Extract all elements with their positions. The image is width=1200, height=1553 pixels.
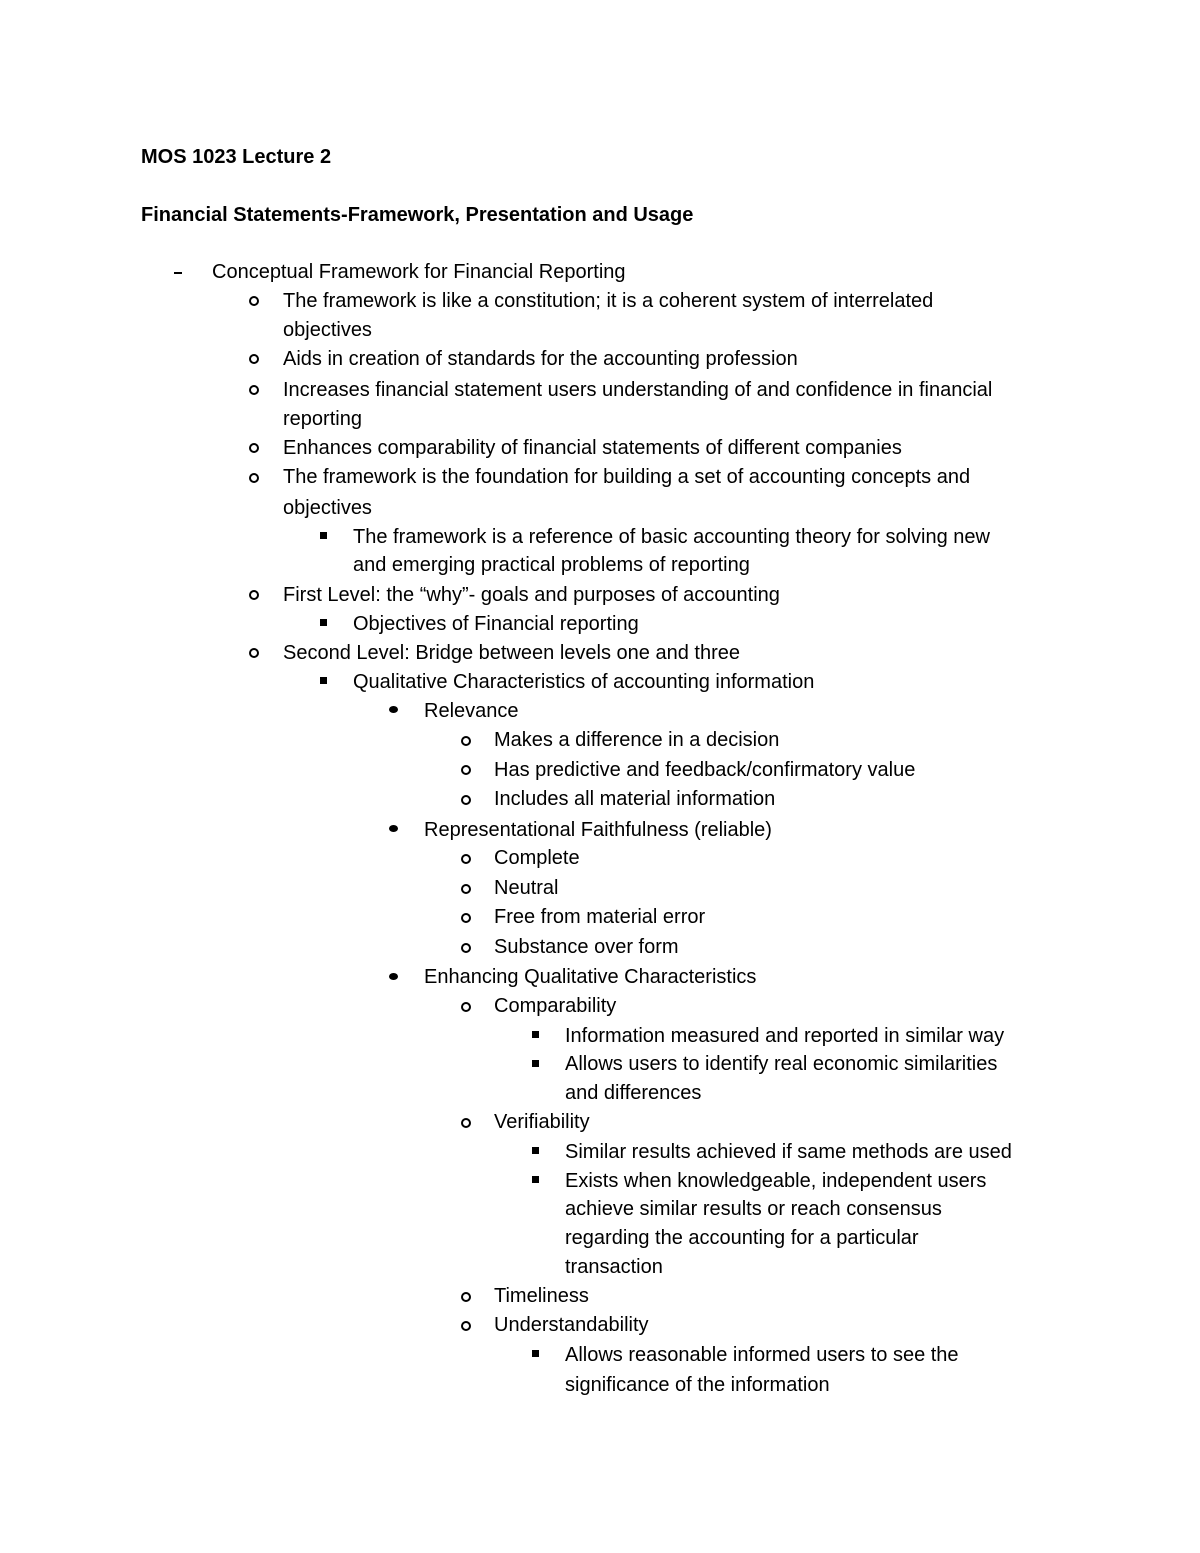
square-bullet — [320, 619, 327, 626]
outline-item: Increases financial statement users understanding of and confidence in financial — [283, 379, 993, 401]
circle-bullet — [461, 795, 471, 805]
circle-bullet — [461, 943, 471, 953]
outline-item: Neutral — [494, 877, 559, 899]
disc-bullet — [389, 973, 398, 980]
circle-bullet — [461, 913, 471, 923]
circle-bullet — [249, 473, 259, 483]
outline-item: and emerging practical problems of reporting — [353, 554, 750, 576]
circle-bullet — [249, 354, 259, 364]
disc-bullet — [389, 825, 398, 832]
outline-item: Relevance — [424, 700, 519, 722]
outline-item: regarding the accounting for a particular — [565, 1227, 919, 1249]
square-bullet — [532, 1350, 539, 1357]
circle-bullet — [249, 648, 259, 658]
outline-item: The framework is like a constitution; it is a coherent system of interrelated — [283, 290, 934, 312]
square-bullet — [532, 1060, 539, 1067]
outline-item: The framework is a reference of basic accounting theory for solving new — [353, 526, 990, 548]
outline-item: reporting — [283, 408, 362, 430]
document-title: MOS 1023 Lecture 2 — [141, 146, 332, 168]
outline-item: Understandability — [494, 1314, 649, 1336]
outline-item: Timeliness — [494, 1285, 589, 1307]
outline-item: Similar results achieved if same methods are used — [565, 1141, 1012, 1163]
outline-item: Comparability — [494, 995, 617, 1017]
circle-bullet — [249, 385, 259, 395]
circle-bullet — [461, 736, 471, 746]
outline-item: Representational Faithfulness (reliable) — [424, 819, 772, 841]
outline-item: Objectives of Financial reporting — [353, 613, 639, 635]
outline-item: Complete — [494, 847, 580, 869]
circle-bullet — [461, 765, 471, 775]
square-bullet — [532, 1031, 539, 1038]
circle-bullet — [461, 1002, 471, 1012]
outline-item: The framework is the foundation for building a set of accounting concepts and — [283, 466, 971, 488]
outline-item: Makes a difference in a decision — [494, 729, 780, 751]
outline-item: Allows users to identify real economic similarities — [565, 1053, 998, 1075]
outline-item: objectives — [283, 319, 372, 341]
outline-item: Conceptual Framework for Financial Reporting — [212, 261, 626, 283]
outline-item: achieve similar results or reach consensus — [565, 1198, 942, 1220]
square-bullet — [320, 677, 327, 684]
circle-bullet — [249, 590, 259, 600]
outline-item: and differences — [565, 1082, 702, 1104]
outline-item: Exists when knowledgeable, independent users — [565, 1170, 987, 1192]
circle-bullet — [461, 1292, 471, 1302]
document-subtitle: Financial Statements-Framework, Presentation and Usage — [141, 204, 694, 226]
square-bullet — [320, 532, 327, 539]
dash-bullet — [174, 272, 182, 274]
circle-bullet — [249, 296, 259, 306]
outline-item: Aids in creation of standards for the accounting profession — [283, 348, 798, 370]
outline-item: Enhances comparability of financial statements of different companies — [283, 437, 902, 459]
disc-bullet — [389, 706, 398, 713]
circle-bullet — [461, 884, 471, 894]
outline-item: Enhancing Qualitative Characteristics — [424, 966, 757, 988]
outline-item: transaction — [565, 1256, 663, 1278]
outline-item: Substance over form — [494, 936, 679, 958]
outline-item: Allows reasonable informed users to see the — [565, 1344, 959, 1366]
outline-item: Qualitative Characteristics of accounting information — [353, 671, 815, 693]
circle-bullet — [461, 854, 471, 864]
outline-item: Includes all material information — [494, 788, 776, 810]
square-bullet — [532, 1176, 539, 1183]
square-bullet — [532, 1147, 539, 1154]
outline-item: Has predictive and feedback/confirmatory value — [494, 759, 916, 781]
outline-item: First Level: the “why”- goals and purposes of accounting — [283, 584, 780, 606]
circle-bullet — [249, 443, 259, 453]
circle-bullet — [461, 1118, 471, 1128]
circle-bullet — [461, 1321, 471, 1331]
outline-item: objectives — [283, 497, 372, 519]
outline-item: Free from material error — [494, 906, 706, 928]
outline-item: significance of the information — [565, 1374, 830, 1396]
outline-item: Second Level: Bridge between levels one and three — [283, 642, 740, 664]
outline-item: Verifiability — [494, 1111, 590, 1133]
outline-item: Information measured and reported in similar way — [565, 1025, 1005, 1047]
